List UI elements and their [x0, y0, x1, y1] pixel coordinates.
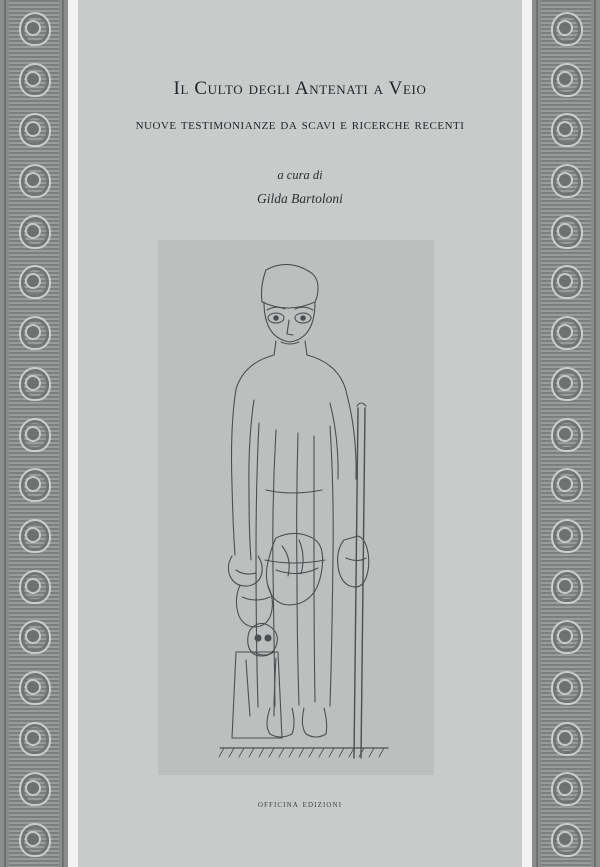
border-motif-icon: [14, 766, 54, 810]
cover-illustration-plate: [158, 240, 434, 775]
border-motif-icon: [14, 6, 54, 50]
border-motif-icon: [14, 564, 54, 608]
publisher-name: officina edizioni: [257, 799, 343, 810]
border-edge-line: [62, 0, 64, 867]
editor-label: a cura di: [277, 168, 323, 182]
border-motif-icon: [14, 209, 54, 253]
border-motif-icon: [546, 564, 586, 608]
border-edge-line: [594, 0, 596, 867]
border-motif-icon: [546, 462, 586, 506]
page-subtitle: nuove testimonianze da scavi e ricerche recenti: [135, 115, 465, 133]
border-motif-icon: [14, 614, 54, 658]
border-pattern-left: [9, 0, 59, 867]
cover-field: [78, 0, 522, 867]
border-motif-icon: [14, 462, 54, 506]
border-motif-column-right: [541, 0, 591, 867]
border-edge-line: [4, 0, 6, 867]
border-motif-icon: [14, 361, 54, 405]
border-motif-icon: [14, 513, 54, 557]
border-motif-icon: [546, 57, 586, 101]
border-motif-icon: [546, 259, 586, 303]
border-motif-icon: [546, 716, 586, 760]
border-motif-icon: [546, 766, 586, 810]
border-motif-icon: [546, 6, 586, 50]
border-motif-icon: [546, 209, 586, 253]
border-motif-icon: [14, 665, 54, 709]
decorative-border-right: [532, 0, 600, 867]
border-motif-icon: [546, 665, 586, 709]
border-motif-icon: [546, 158, 586, 202]
border-motif-icon: [546, 412, 586, 456]
border-motif-icon: [546, 614, 586, 658]
border-motif-icon: [14, 57, 54, 101]
border-edge-line: [536, 0, 538, 867]
border-motif-icon: [546, 107, 586, 151]
gutter-left: [68, 0, 78, 867]
border-motif-icon: [14, 817, 54, 861]
border-motif-icon: [546, 817, 586, 861]
etruscan-statue-line-drawing: [158, 240, 434, 775]
border-motif-icon: [14, 107, 54, 151]
border-pattern-right: [541, 0, 591, 867]
title-block: [78, 78, 522, 134]
page-title: Il Culto degli Antenati a Veio: [173, 78, 427, 99]
border-motif-icon: [14, 310, 54, 354]
gutter-right: [522, 0, 532, 867]
border-motif-icon: [546, 513, 586, 557]
decorative-border-left: [0, 0, 68, 867]
editor-name: Gilda Bartoloni: [257, 191, 343, 206]
border-motif-icon: [14, 716, 54, 760]
border-motif-icon: [14, 412, 54, 456]
border-motif-icon: [546, 361, 586, 405]
border-motif-icon: [546, 310, 586, 354]
border-motif-icon: [14, 158, 54, 202]
border-motif-icon: [14, 259, 54, 303]
border-motif-column-left: [9, 0, 59, 867]
